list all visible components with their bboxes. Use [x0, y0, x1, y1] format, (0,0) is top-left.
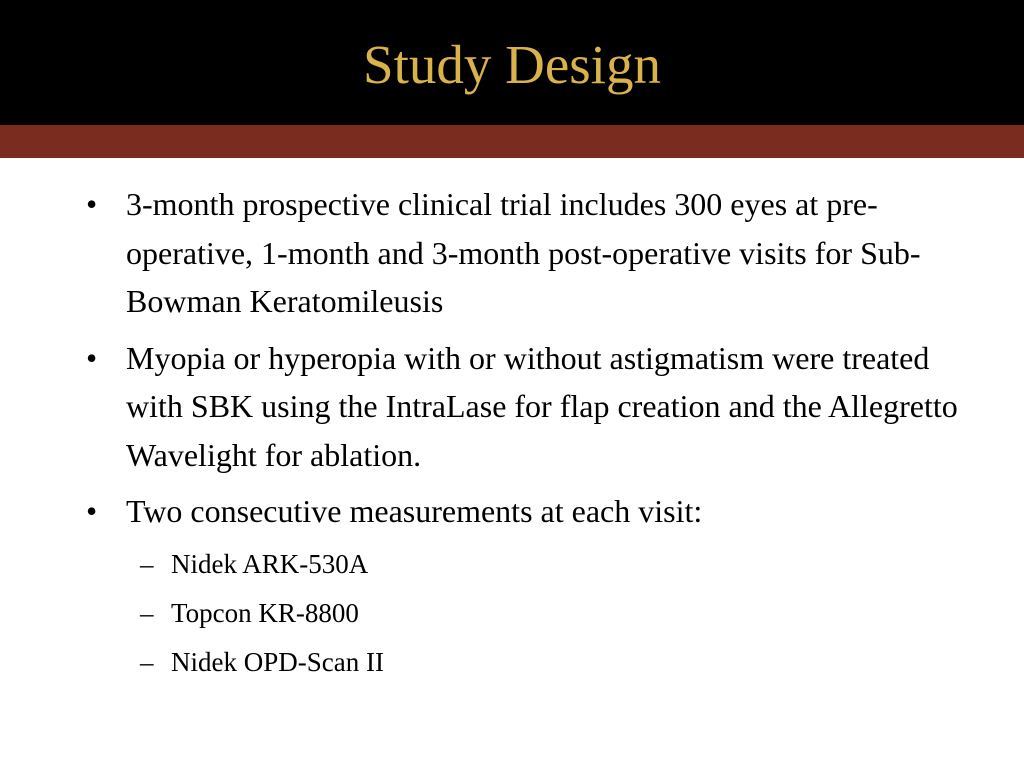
sub-bullet-item: [84, 540, 964, 589]
sub-bullet-text: Topcon KR-8800: [171, 597, 359, 628]
bullet-marker: •: [86, 186, 98, 222]
header-bar: [0, 0, 1024, 125]
sub-bullet-marker: –: [140, 597, 154, 628]
bullet-text: 3-month prospective clinical trial includes 300 eyes at pre-operative, 1-month and 3-month post-operative visits for Sub-Bowman Keratomileusis: [126, 186, 921, 319]
sub-bullet-text: Nidek ARK-530A: [171, 548, 369, 579]
bullet-item: [84, 334, 964, 480]
sub-bullet-item: [84, 638, 964, 687]
sub-bullet-list: [84, 540, 964, 687]
bullet-text: Two consecutive measurements at each visit:: [126, 493, 703, 529]
bullet-marker: •: [86, 339, 98, 376]
bullet-item: [84, 487, 964, 536]
sub-bullet-item: [84, 589, 964, 638]
bullet-text: Myopia or hyperopia with or without astigmatism were treated with SBK using the IntraLase for flap creation and the Allegretto Wavelight for ablation.: [126, 339, 958, 473]
bullet-item: [84, 180, 964, 326]
sub-bullet-marker: –: [140, 548, 154, 579]
slide-content: [84, 180, 964, 687]
sub-bullet-marker: –: [140, 646, 154, 677]
slide-title: Study Design: [363, 34, 661, 95]
sub-bullet-text: Nidek OPD-Scan II: [171, 646, 384, 677]
bullet-marker: •: [86, 493, 98, 529]
accent-band: [0, 125, 1024, 158]
